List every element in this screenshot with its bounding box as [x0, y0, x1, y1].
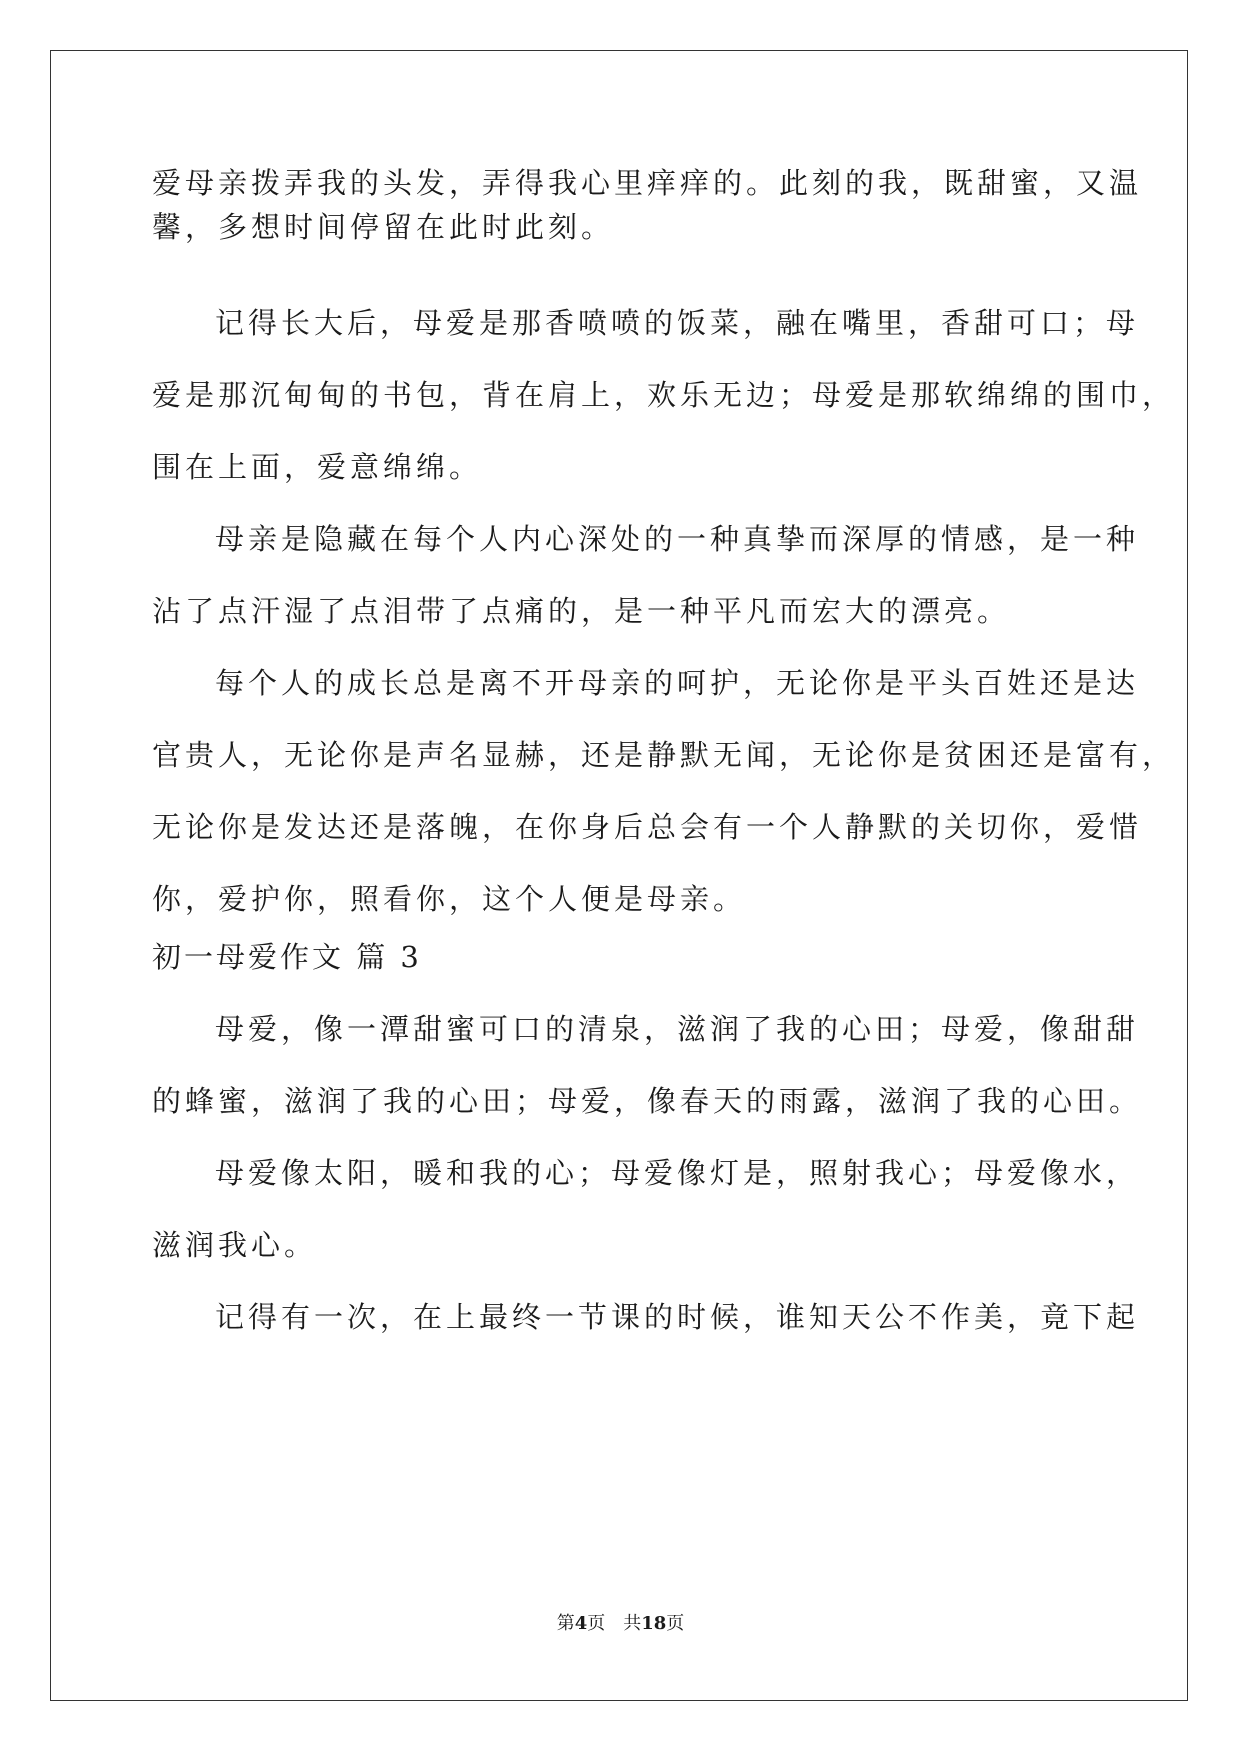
text-line: 记得有一次，在上最终一节课的时候，谁知天公不作美，竟下起 [215, 1300, 1140, 1334]
page-prefix: 第 [556, 1613, 575, 1634]
total-prefix: 共 [623, 1613, 642, 1634]
text-line: 滋润我心。 [152, 1228, 318, 1262]
text-line: 记得长大后，母爱是那香喷喷的饭菜，融在嘴里，香甜可口；母 [215, 306, 1140, 340]
section-heading: 初一母爱作文 篇 3 [152, 940, 422, 974]
text-line: 母爱像太阳，暖和我的心；母爱像灯是，照射我心；母爱像水， [215, 1156, 1140, 1190]
text-line: 无论你是发达还是落魄，在你身后总会有一个人静默的关切你，爱惜 [152, 810, 1143, 844]
total-suffix: 页 [666, 1613, 685, 1634]
text-line: 沾了点汗湿了点泪带了点痛的，是一种平凡而宏大的漂亮。 [152, 594, 1011, 628]
text-line: 官贵人，无论你是声名显赫，还是静默无闻，无论你是贫困还是富有， [152, 738, 1176, 772]
text-line: 馨，多想时间停留在此时此刻。 [152, 210, 615, 244]
text-line: 爱母亲拨弄我的头发，弄得我心里痒痒的。此刻的我，既甜蜜，又温 [152, 166, 1143, 200]
text-line: 爱是那沉甸甸的书包，背在肩上，欢乐无边；母爱是那软绵绵的围巾， [152, 378, 1176, 412]
page-mid: 页 [587, 1613, 606, 1634]
text-line: 你，爱护你，照看你，这个人便是母亲。 [152, 882, 747, 916]
text-line: 母亲是隐藏在每个人内心深处的一种真挚而深厚的情感，是一种 [215, 522, 1140, 556]
text-line: 母爱，像一潭甜蜜可口的清泉，滋润了我的心田；母爱，像甜甜 [215, 1012, 1140, 1046]
page-number-footer [0, 1612, 1241, 1636]
text-line: 围在上面，爱意绵绵。 [152, 450, 483, 484]
current-page-number: 4 [574, 1613, 588, 1634]
total-page-count: 18 [641, 1613, 667, 1634]
page-frame [50, 50, 1188, 1701]
text-line: 每个人的成长总是离不开母亲的呵护，无论你是平头百姓还是达 [215, 666, 1140, 700]
text-line: 的蜂蜜，滋润了我的心田；母爱，像春天的雨露，滋润了我的心田。 [152, 1084, 1143, 1118]
